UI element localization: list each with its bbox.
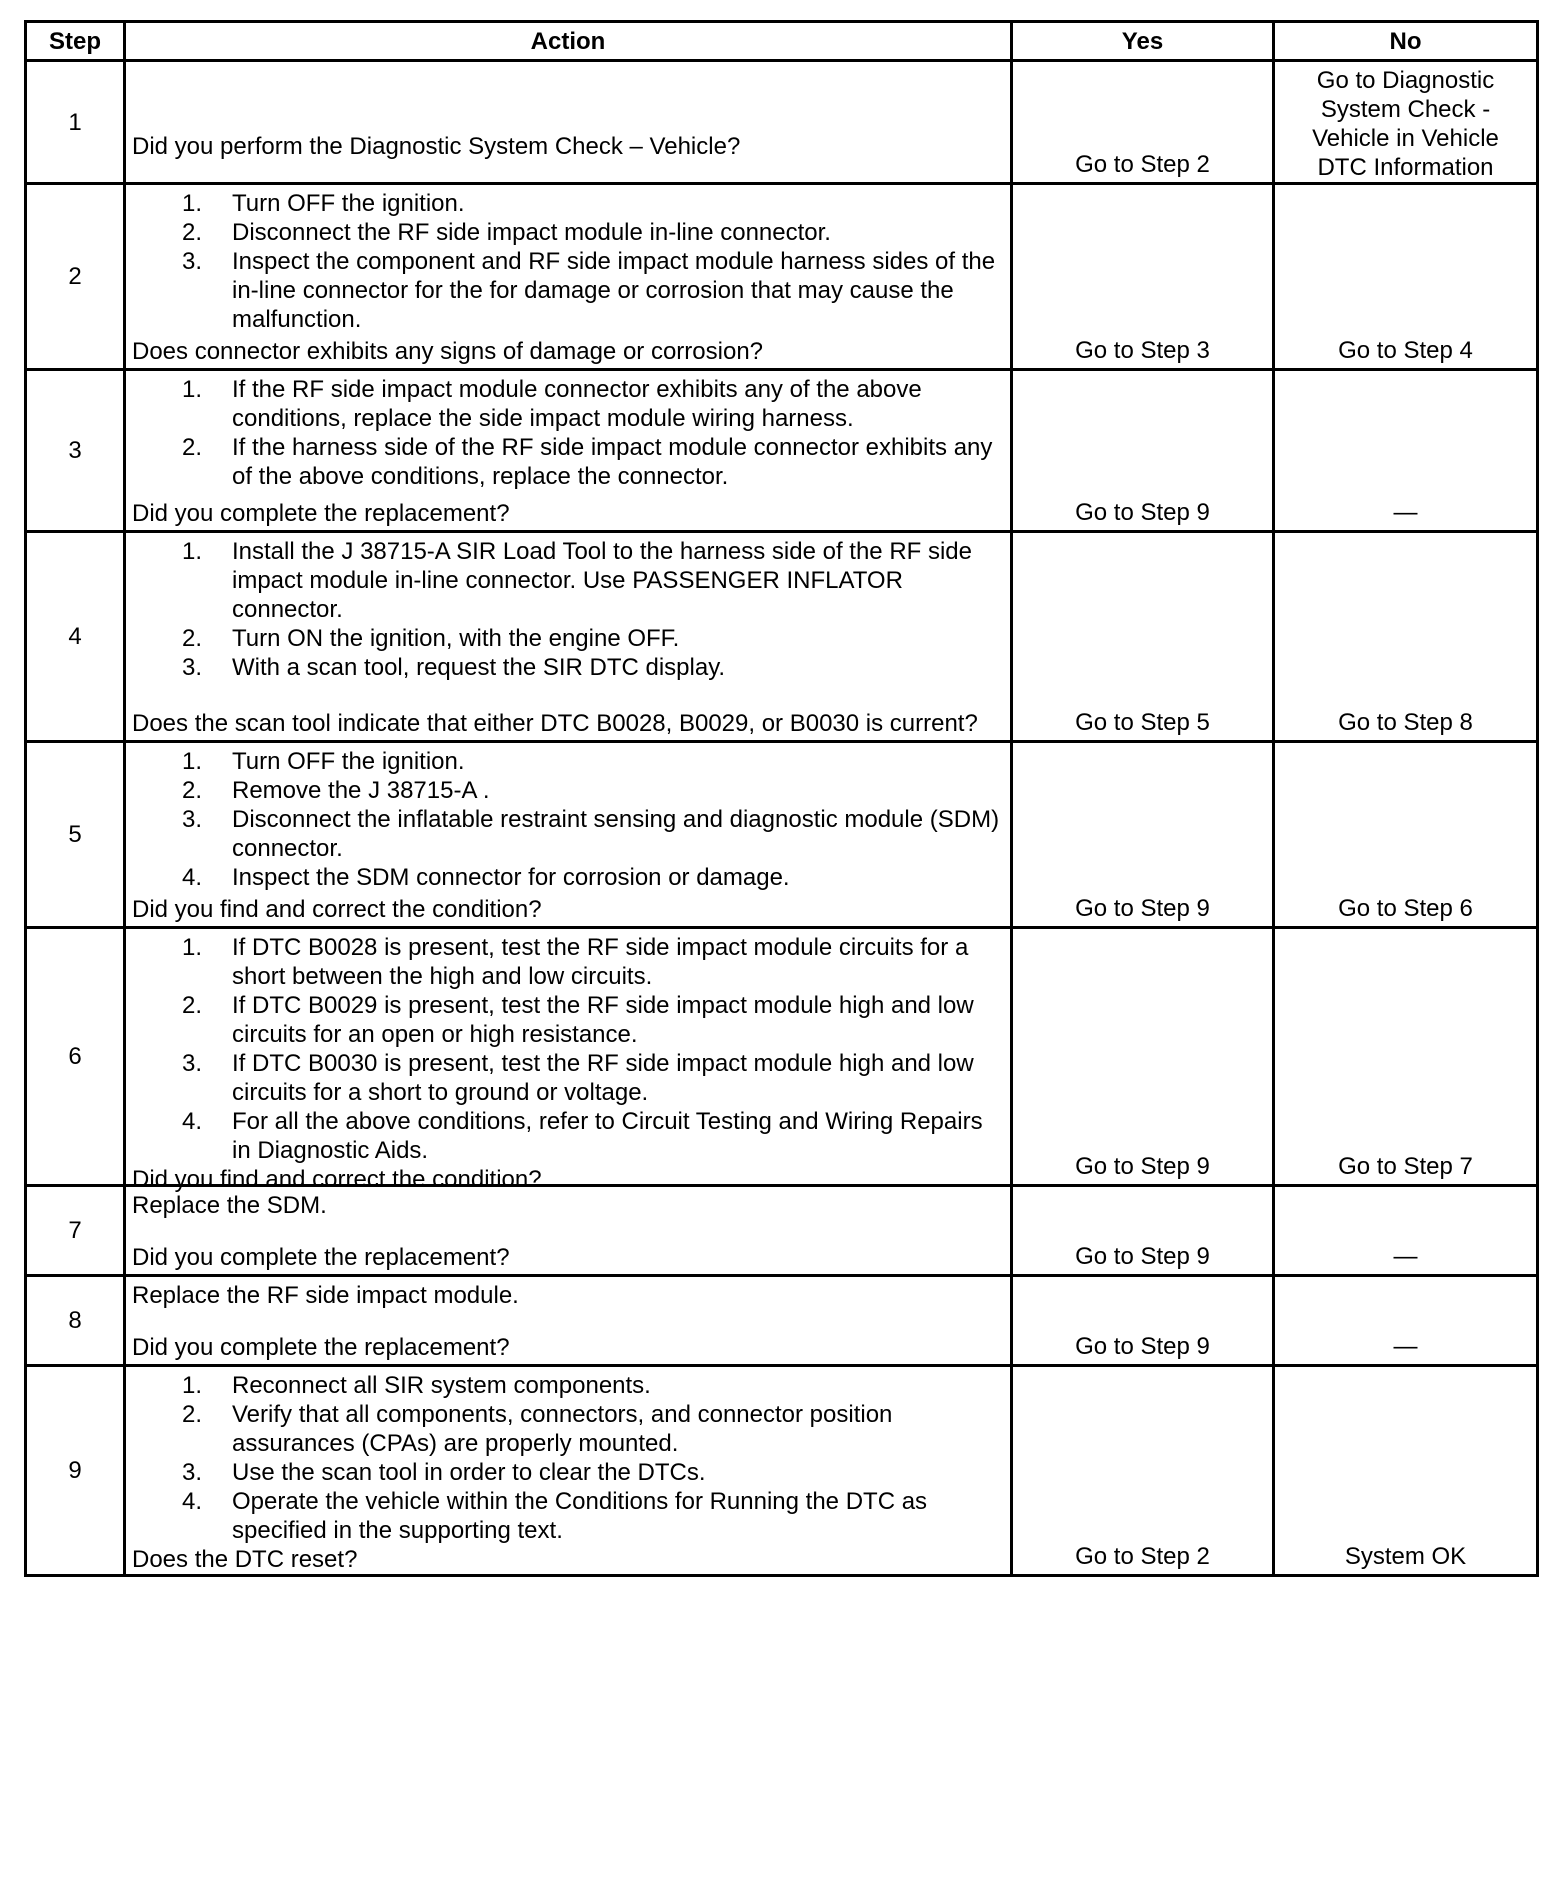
list-item-number: 2. <box>181 434 202 461</box>
step-number: 9 <box>26 1366 125 1576</box>
list-item-text: For all the above conditions, refer to Circuit Testing and Wiring Repairs in Diagnostic Aids. <box>232 1108 983 1164</box>
list-item-number: 3. <box>181 1459 202 1486</box>
list-item-number: 2. <box>181 1401 202 1428</box>
list-item-text: If DTC B0029 is present, test the RF side impact module high and low circuits for an open or high resistance. <box>232 992 974 1048</box>
list-item <box>132 653 1006 682</box>
header-action: Action <box>125 22 1012 61</box>
action-question: Did you complete the replacement? <box>132 1244 510 1271</box>
list-item <box>132 1107 1006 1165</box>
list-item-number: 1. <box>181 1372 202 1399</box>
list-item <box>132 1371 1006 1400</box>
list-item <box>132 1049 1006 1107</box>
table-row <box>26 61 1538 184</box>
action-instruction: Replace the SDM. <box>132 1192 327 1219</box>
action-cell <box>125 1186 1012 1276</box>
list-item <box>132 776 1006 805</box>
list-item-text: Inspect the SDM connector for corrosion or damage. <box>232 864 790 891</box>
list-item <box>132 189 1006 218</box>
step-number: 6 <box>26 928 125 1186</box>
table-row <box>26 370 1538 532</box>
no-result: Go to Step 6 <box>1274 742 1538 928</box>
list-item-text: Verify that all components, connectors, and connector position assurances (CPAs) are properly mounted. <box>232 1401 893 1457</box>
list-item-number: 3. <box>181 1050 202 1077</box>
action-cell <box>125 1276 1012 1366</box>
no-result: — <box>1274 1186 1538 1276</box>
step-number: 4 <box>26 532 125 742</box>
list-item-text: If the harness side of the RF side impact module connector exhibits any of the above conditions, replace the connector. <box>232 434 993 490</box>
action-steps-list <box>132 933 1006 1165</box>
header-step: Step <box>26 22 125 61</box>
yes-result: Go to Step 2 <box>1012 1366 1274 1576</box>
list-item-text: Disconnect the RF side impact module in-line connector. <box>232 219 831 246</box>
list-item-text: If the RF side impact module connector exhibits any of the above conditions, replace the side impact module wiring harness. <box>232 376 922 432</box>
action-cell <box>125 61 1012 184</box>
yes-result: Go to Step 9 <box>1012 1276 1274 1366</box>
step-number: 5 <box>26 742 125 928</box>
action-cell <box>125 742 1012 928</box>
yes-result: Go to Step 3 <box>1012 184 1274 370</box>
action-steps-list <box>132 537 1006 682</box>
action-question: Did you find and correct the condition? <box>132 896 542 923</box>
list-item-text: Turn OFF the ignition. <box>232 748 465 775</box>
action-steps-list <box>132 1371 1006 1545</box>
list-item-number: 3. <box>181 806 202 833</box>
list-item-text: With a scan tool, request the SIR DTC display. <box>232 654 726 681</box>
list-item <box>132 747 1006 776</box>
list-item-text: Inspect the component and RF side impact module harness sides of the in-line connector for the for damage or corrosion that may cause the malfunction. <box>232 248 996 333</box>
list-item-number: 2. <box>181 992 202 1019</box>
table-row <box>26 742 1538 928</box>
action-question: Does connector exhibits any signs of damage or corrosion? <box>132 338 764 365</box>
list-item-text: Remove the J 38715-A . <box>232 777 490 804</box>
yes-result: Go to Step 9 <box>1012 928 1274 1186</box>
action-steps-list <box>132 375 1006 491</box>
step-number: 8 <box>26 1276 125 1366</box>
yes-result: Go to Step 9 <box>1012 742 1274 928</box>
step-number: 3 <box>26 370 125 532</box>
action-cell <box>125 928 1012 1193</box>
action-steps-list <box>132 189 1006 334</box>
table-row <box>26 184 1538 370</box>
list-item <box>132 375 1006 433</box>
action-question: Did you perform the Diagnostic System Check – Vehicle? <box>132 133 741 160</box>
list-item-number: 4. <box>181 1108 202 1135</box>
list-item-text: Turn OFF the ignition. <box>232 190 465 217</box>
list-item <box>132 624 1006 653</box>
action-steps-list <box>132 747 1006 892</box>
header-row <box>26 22 1538 61</box>
list-item-number: 1. <box>181 190 202 217</box>
list-item-number: 1. <box>181 934 202 961</box>
table-row <box>26 1186 1538 1276</box>
list-item <box>132 433 1006 491</box>
no-result: — <box>1274 1276 1538 1366</box>
list-item <box>132 1487 1006 1545</box>
yes-result: Go to Step 9 <box>1012 1186 1274 1276</box>
no-result: System OK <box>1274 1366 1538 1576</box>
list-item-number: 3. <box>181 248 202 275</box>
header-yes: Yes <box>1012 22 1274 61</box>
action-question: Did you find and correct the condition? <box>132 1166 542 1193</box>
list-item-number: 2. <box>181 219 202 246</box>
action-question: Did you complete the replacement? <box>132 1334 510 1361</box>
list-item-text: Use the scan tool in order to clear the DTCs. <box>232 1459 706 1486</box>
list-item-number: 2. <box>181 777 202 804</box>
list-item-text: Reconnect all SIR system components. <box>232 1372 651 1399</box>
table-row <box>26 1276 1538 1366</box>
list-item <box>132 247 1006 334</box>
list-item-number: 2. <box>181 625 202 652</box>
no-result: Go to Step 4 <box>1274 184 1538 370</box>
yes-result: Go to Step 5 <box>1012 532 1274 742</box>
action-question: Does the DTC reset? <box>132 1546 358 1573</box>
list-item-number: 4. <box>181 1488 202 1515</box>
no-result: — <box>1274 370 1538 532</box>
list-item <box>132 933 1006 991</box>
table-body <box>26 61 1538 1576</box>
action-cell <box>125 370 1012 532</box>
list-item-text: Disconnect the inflatable restraint sensing and diagnostic module (SDM) connector. <box>232 806 1000 862</box>
action-question: Does the scan tool indicate that either DTC B0028, B0029, or B0030 is current? <box>132 710 978 737</box>
list-item <box>132 863 1006 892</box>
action-cell <box>125 1366 1012 1576</box>
list-item <box>132 1458 1006 1487</box>
list-item-number: 1. <box>181 538 202 565</box>
step-number: 2 <box>26 184 125 370</box>
list-item-number: 1. <box>181 376 202 403</box>
list-item <box>132 1400 1006 1458</box>
list-item <box>132 537 1006 624</box>
no-result: Go to Step 7 <box>1274 928 1538 1186</box>
step-number: 7 <box>26 1186 125 1276</box>
list-item-number: 1. <box>181 748 202 775</box>
list-item-text: Turn ON the ignition, with the engine OFF. <box>232 625 680 652</box>
no-result: Go to Step 8 <box>1274 532 1538 742</box>
table-row <box>26 928 1538 1186</box>
step-number: 1 <box>26 61 125 184</box>
no-result: Go to Diagnostic System Check - Vehicle in Vehicle DTC Information <box>1274 61 1538 184</box>
list-item-text: Operate the vehicle within the Conditions for Running the DTC as specified in the supporting text. <box>232 1488 928 1544</box>
list-item-number: 4. <box>181 864 202 891</box>
action-question: Did you complete the replacement? <box>132 500 510 527</box>
header-no: No <box>1274 22 1538 61</box>
list-item <box>132 218 1006 247</box>
action-cell <box>125 532 1012 742</box>
yes-result: Go to Step 9 <box>1012 370 1274 532</box>
list-item-text: If DTC B0028 is present, test the RF side impact module circuits for a short between the high and low circuits. <box>232 934 969 990</box>
list-item <box>132 991 1006 1049</box>
table-row <box>26 532 1538 742</box>
list-item-number: 3. <box>181 654 202 681</box>
list-item-text: Install the J 38715-A SIR Load Tool to the harness side of the RF side impact module in-line connector. Use PASSENGER INFLATOR connector. <box>232 538 973 623</box>
action-instruction: Replace the RF side impact module. <box>132 1282 519 1309</box>
list-item <box>132 805 1006 863</box>
table-row <box>26 1366 1538 1576</box>
yes-result: Go to Step 2 <box>1012 61 1274 184</box>
diagnostic-table <box>24 20 1539 1577</box>
list-item-text: If DTC B0030 is present, test the RF side impact module high and low circuits for a short to ground or voltage. <box>232 1050 974 1106</box>
action-cell <box>125 184 1012 370</box>
